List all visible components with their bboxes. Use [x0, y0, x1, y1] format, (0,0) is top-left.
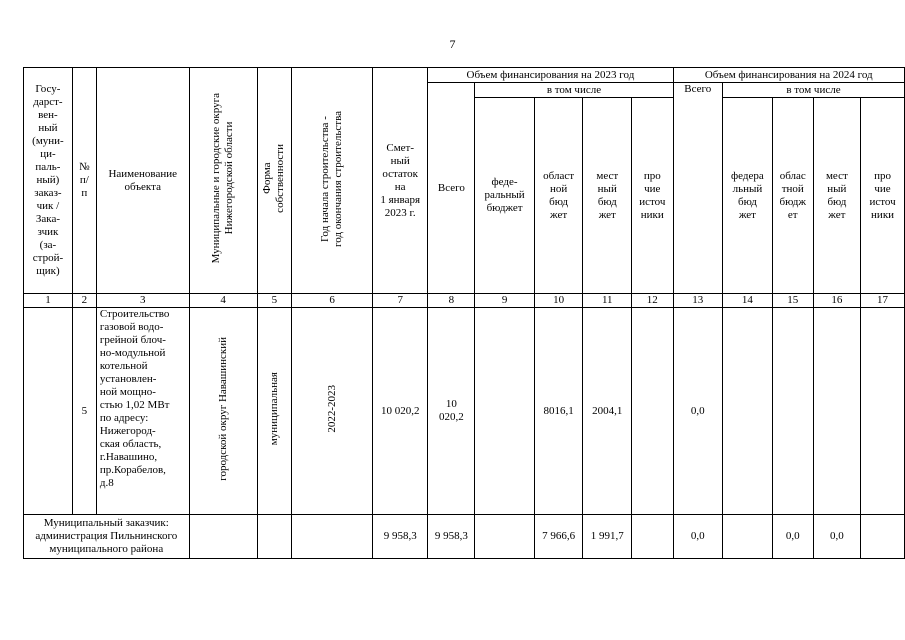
- summary-years: [292, 515, 373, 559]
- header-other-2024: про чие источ ники: [861, 98, 905, 294]
- summary-federal-2024: [722, 515, 772, 559]
- header-ownership: [257, 68, 291, 294]
- header-years: [292, 68, 373, 294]
- summary-total-2024: 0,0: [673, 515, 722, 559]
- row-years: [292, 308, 373, 515]
- row-ownership: [257, 308, 291, 515]
- header-row-1: [24, 68, 905, 83]
- header-other-2023: про чие источ ники: [632, 98, 673, 294]
- col-num: 8: [428, 294, 475, 308]
- col-num: 6: [292, 294, 373, 308]
- summary-local-2024: 0,0: [813, 515, 860, 559]
- col-num: 15: [772, 294, 813, 308]
- header-total-2023: Всего: [428, 83, 475, 294]
- row-customer: [24, 308, 73, 515]
- row-ownership-text: муниципальная: [267, 372, 280, 446]
- header-municipal-text: Муниципальные и городские округа Нижегородской области: [210, 93, 236, 264]
- row-total-2023: 10 020,2: [428, 308, 475, 515]
- col-num: 4: [189, 294, 257, 308]
- summary-regional-2024: 0,0: [772, 515, 813, 559]
- header-estimate: Смет- ный остаток на 1 января 2023 г.: [373, 68, 428, 294]
- header-local-2023: мест ный бюд жет: [583, 98, 632, 294]
- row-local-2023: 2004,1: [583, 308, 632, 515]
- financing-table: [23, 67, 905, 559]
- col-num: 16: [813, 294, 860, 308]
- row-local-2024: [813, 308, 860, 515]
- row-estimate: 10 020,2: [373, 308, 428, 515]
- summary-total-2023: 9 958,3: [428, 515, 475, 559]
- row-federal-2024: [722, 308, 772, 515]
- row-total-2024: 0,0: [673, 308, 722, 515]
- col-num: 3: [96, 294, 189, 308]
- row-other-2024: [861, 308, 905, 515]
- header-num: № п/ п: [72, 68, 96, 294]
- page-number: 7: [449, 37, 456, 51]
- header-years-text: Год начала строительства - год окончания строительства: [319, 110, 345, 247]
- row-regional-2024: [772, 308, 813, 515]
- header-regional-2024: облас тной бюдж ет: [772, 98, 813, 294]
- header-federal-2023: феде- ральный бюджет: [475, 98, 534, 294]
- row-years-text: 2022-2023: [325, 385, 338, 433]
- summary-other-2023: [632, 515, 673, 559]
- header-municipal: [189, 68, 257, 294]
- row-num: 5: [72, 308, 96, 515]
- row-municipal-text: городской округ Навашинский: [216, 337, 229, 481]
- summary-label: Муниципальный заказчик: администрация Пильнинского муниципального района: [24, 515, 190, 559]
- col-num: 11: [583, 294, 632, 308]
- header-local-2024: мест ный бюд жет: [813, 98, 860, 294]
- summary-federal-2023: [475, 515, 534, 559]
- col-num: 12: [632, 294, 673, 308]
- column-number-row: [24, 294, 905, 308]
- col-num: 5: [257, 294, 291, 308]
- col-num: 1: [24, 294, 73, 308]
- header-customer: Госу- дарст- вен- ный (муни- ци- паль- ный) заказ- чик / Зака- зчик (за- строй- щик): [24, 68, 73, 294]
- summary-local-2023: 1 991,7: [583, 515, 632, 559]
- col-num: 9: [475, 294, 534, 308]
- col-num: 17: [861, 294, 905, 308]
- header-fin-2024: Объем финансирования на 2024 год: [673, 68, 904, 83]
- header-object-name: Наименование объекта: [96, 68, 189, 294]
- row-other-2023: [632, 308, 673, 515]
- summary-estimate: 9 958,3: [373, 515, 428, 559]
- header-ownership-text: Форма собственности: [261, 144, 287, 213]
- header-incl-2024: в том числе: [722, 83, 904, 98]
- header-incl-2023: в том числе: [475, 83, 673, 98]
- header-total-2024: Всего: [673, 83, 722, 294]
- summary-ownership: [257, 515, 291, 559]
- row-object-name: Строительство газовой водо- грейной блоч- но-модульной котельной установлен- ной мощно- стью 1,02 МВт по адресу: Нижегород- ская область, г.Навашино, пр.Корабелов, д.8: [96, 308, 189, 515]
- col-num: 14: [722, 294, 772, 308]
- row-federal-2023: [475, 308, 534, 515]
- col-num: 7: [373, 294, 428, 308]
- summary-municipal: [189, 515, 257, 559]
- row-municipal: [189, 308, 257, 515]
- header-fin-2023: Объем финансирования на 2023 год: [428, 68, 673, 83]
- table-row: [24, 308, 905, 515]
- header-federal-2024: федера льный бюд жет: [722, 98, 772, 294]
- col-num: 2: [72, 294, 96, 308]
- row-regional-2023: 8016,1: [534, 308, 583, 515]
- summary-row: [24, 515, 905, 559]
- col-num: 10: [534, 294, 583, 308]
- summary-regional-2023: 7 966,6: [534, 515, 583, 559]
- summary-other-2024: [861, 515, 905, 559]
- col-num: 13: [673, 294, 722, 308]
- header-regional-2023: област ной бюд жет: [534, 98, 583, 294]
